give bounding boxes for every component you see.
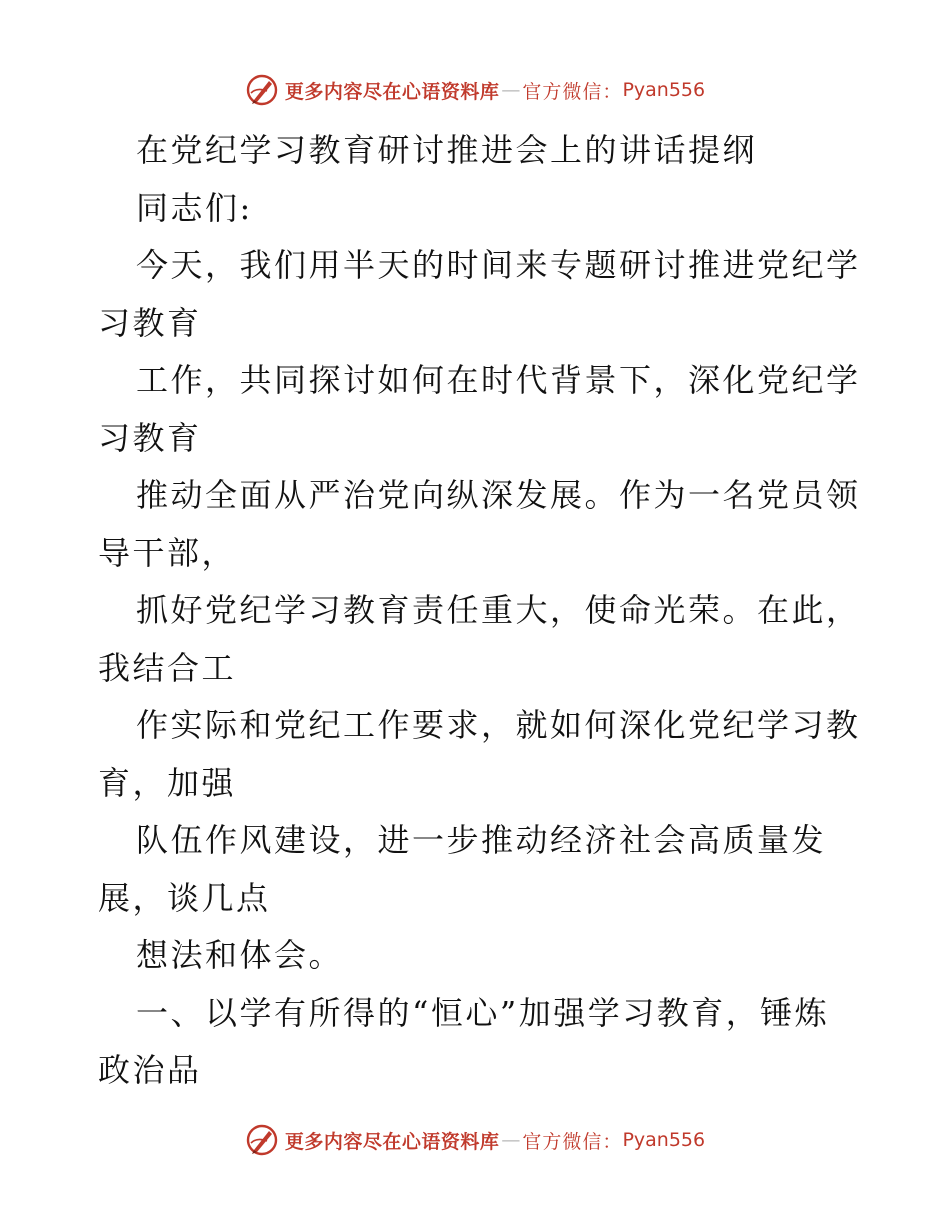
- paragraph-line: 工作，共同探讨如何在时代背景下，深化党纪学: [136, 361, 861, 399]
- banner-brand-text: 更多内容尽在心语资料库: [284, 80, 500, 103]
- banner-separator: —: [501, 1129, 521, 1151]
- banner-brand-text: 更多内容尽在心语资料库: [284, 1130, 500, 1153]
- header-banner: [0, 70, 950, 110]
- quill-pen-logo-icon: [245, 73, 279, 107]
- salutation: 同志们:: [136, 188, 253, 227]
- paragraph-line: 作实际和党纪工作要求，就如何深化党纪学习教: [136, 706, 861, 744]
- banner-wechat-label: 官方微信：: [522, 80, 623, 103]
- paragraph-line: 习教育: [98, 303, 202, 342]
- banner-separator: —: [501, 79, 521, 101]
- paragraph-line: 推动全面从严治党向纵深发展。作为一名党员领: [136, 476, 861, 514]
- document-body: [98, 122, 861, 1100]
- paragraph-line: 导干部，: [98, 533, 237, 572]
- banner-wechat-label: 官方微信：: [522, 1130, 623, 1153]
- paragraph-line: 抓好党纪学习教育责任重大，使命光荣。在此，: [136, 591, 861, 629]
- paragraph-line: 队伍作风建设，进一步推动经济社会高质量发: [136, 821, 827, 859]
- paragraph-line: 展，谈几点: [98, 878, 271, 917]
- section-heading: 一、以学有所得的“恒心”加强学习教育，锤炼: [136, 993, 830, 1032]
- quill-pen-logo-icon: [245, 1123, 279, 1157]
- paragraph-line: 想法和体会。: [136, 936, 344, 974]
- paragraph-line: 育，加强: [98, 763, 237, 802]
- document-title: 在党纪学习教育研讨推进会上的讲话提纲: [136, 131, 758, 169]
- paragraph-line: 我结合工: [98, 648, 237, 687]
- footer-banner: [0, 1120, 950, 1160]
- paragraph-line: 习教育: [98, 418, 202, 457]
- banner-wechat-id: Pyan556: [622, 1129, 706, 1151]
- banner-wechat-id: Pyan556: [622, 79, 706, 101]
- paragraph-line: 今天，我们用半天的时间来专题研讨推进党纪学: [136, 246, 861, 284]
- section-heading: 政治品: [98, 1051, 202, 1089]
